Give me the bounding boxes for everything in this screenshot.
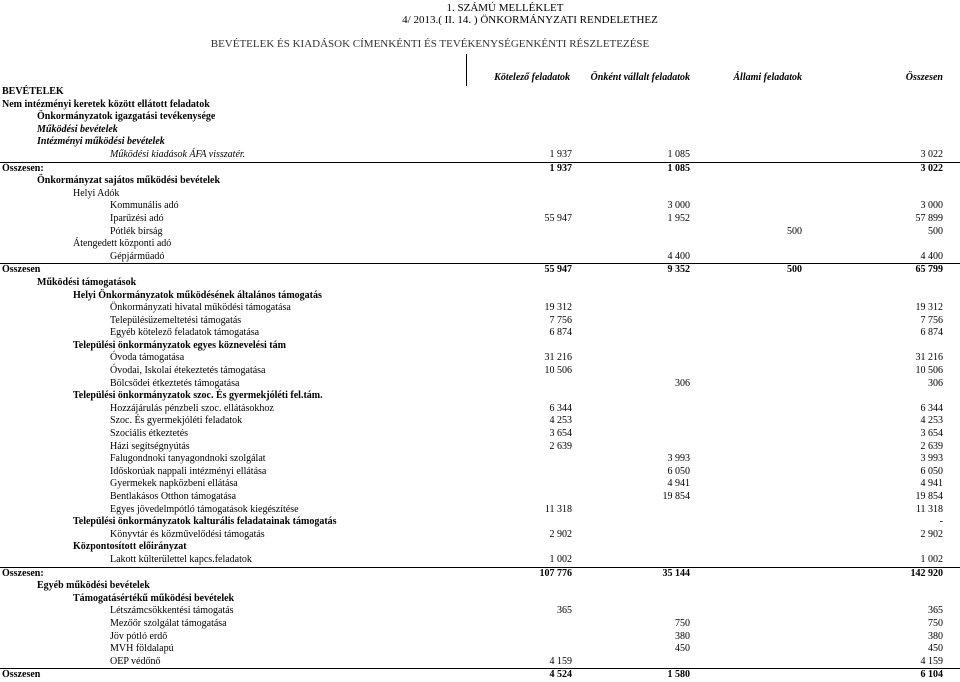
total-row (0, 263, 960, 277)
row-label: Önkormányzat sajátos működési bevételek (37, 175, 221, 187)
annex-title: 1. SZÁMÚ MELLÉKLET (446, 2, 564, 14)
value-mandatory: 1 002 (549, 553, 572, 565)
value-state: 500 (787, 264, 802, 276)
value-voluntary: 3 000 (667, 200, 690, 212)
value-total: 10 506 (915, 365, 943, 377)
value-total: 19 854 (915, 491, 943, 502)
row-label: Központosított előirányzat (73, 541, 187, 553)
value-mandatory: 55 947 (544, 264, 572, 276)
row-label: Házi segítségnyútás (110, 440, 190, 452)
table-row (0, 593, 960, 606)
value-mandatory: 4 159 (549, 655, 572, 667)
table-row (0, 352, 960, 365)
value-mandatory: 10 506 (544, 365, 572, 377)
table-row (0, 136, 960, 149)
value-mandatory: 55 947 (544, 212, 572, 224)
value-mandatory: 7 756 (549, 314, 572, 326)
row-label: OEP védőnő (110, 655, 161, 667)
value-mandatory: 365 (557, 605, 572, 617)
table-row (0, 390, 960, 403)
value-total: 2 639 (920, 440, 943, 452)
row-label: Települési önkormányzatok kalturális feladatainak támogatás (73, 516, 337, 528)
value-total: 2 902 (920, 528, 943, 540)
table-row (0, 238, 960, 251)
table-row (0, 149, 960, 162)
value-total: 65 799 (915, 264, 943, 276)
value-total: 3 022 (920, 162, 943, 174)
column-header-mandatory: Kötelező feladatok (494, 72, 570, 83)
row-label: Összesen: (2, 567, 44, 579)
row-label: MVH földalapú (110, 643, 174, 655)
value-total: 306 (928, 377, 943, 389)
table-row (0, 188, 960, 201)
table-row (0, 554, 960, 567)
budget-table (0, 86, 960, 682)
table-row (0, 516, 960, 529)
row-label: Nem intézményi keretek között ellátott feladatok (2, 98, 210, 110)
row-label: Települési önkormányzatok egyes köznevelési tám (73, 339, 286, 351)
value-mandatory: 31 216 (544, 352, 572, 364)
row-label: Összesen (2, 669, 41, 681)
value-total: - (939, 516, 943, 528)
table-row (0, 605, 960, 618)
table-row (0, 99, 960, 112)
row-label: Összesen (2, 264, 41, 276)
row-label: Óvoda támogatása (110, 352, 185, 364)
row-label: Önkormányzati hivatal működési támogatása (110, 302, 291, 314)
decree-reference: 4/ 2013.( II. 14. ) ÖNKORMÁNYZATI RENDELETHEZ (402, 14, 658, 26)
table-row (0, 327, 960, 340)
value-mandatory: 1 937 (549, 162, 572, 174)
row-label: Működési kiadások ÁFA visszatér. (110, 148, 246, 160)
column-header-total: Összesen (905, 72, 943, 83)
value-voluntary: 450 (675, 643, 690, 655)
value-mandatory: 11 318 (544, 503, 572, 515)
row-label: Helyi Adók (73, 187, 120, 199)
value-total: 3 022 (920, 148, 943, 160)
value-total: 6 344 (920, 402, 943, 414)
column-header-state: Állami feladatok (733, 72, 802, 83)
row-label: Működési bevételek (37, 123, 118, 135)
table-row (0, 415, 960, 428)
row-label: Összesen: (2, 162, 44, 174)
table-row (0, 175, 960, 188)
table-row (0, 529, 960, 542)
table-row (0, 618, 960, 631)
row-label: Átengedett központi adó (73, 238, 172, 250)
table-row (0, 631, 960, 644)
value-total: 380 (928, 630, 943, 642)
row-label: Egyéb kötelező feladatok támogatása (110, 327, 260, 339)
value-total: 6 874 (920, 327, 943, 339)
value-total: 6 104 (920, 669, 943, 681)
table-row (0, 277, 960, 290)
row-label: Kommunális adó (110, 200, 179, 212)
table-row (0, 441, 960, 454)
table-row (0, 491, 960, 504)
value-total: 4 941 (920, 478, 943, 490)
value-voluntary: 3 993 (667, 453, 690, 465)
table-row (0, 403, 960, 416)
row-label: Pótlék bírság (110, 225, 163, 237)
value-total: 6 050 (920, 465, 943, 477)
value-voluntary: 6 050 (667, 465, 690, 477)
value-voluntary: 9 352 (667, 264, 690, 276)
row-label: Működési támogatások (37, 276, 137, 288)
row-label: Szociális étkeztetés (110, 428, 189, 440)
value-voluntary: 1 580 (667, 669, 690, 681)
value-total: 750 (928, 617, 943, 629)
table-row (0, 302, 960, 315)
value-total: 11 318 (915, 503, 943, 515)
row-label: Településüzemeltetési támogatás (110, 314, 242, 326)
value-voluntary: 19 854 (662, 491, 690, 502)
value-mandatory: 19 312 (544, 302, 572, 314)
table-row (0, 478, 960, 491)
document-subtitle: BEVÉTELEK ÉS KIADÁSOK CÍMENKÉNTI ÉS TEVÉKENYSÉGENKÉNTI RÉSZLETEZÉSE (210, 38, 650, 50)
table-row (0, 290, 960, 303)
row-label: Egyes jövedelmpótló támogatások kiegészítése (110, 503, 299, 515)
value-voluntary: 4 941 (667, 478, 690, 490)
value-mandatory: 107 776 (539, 567, 572, 579)
column-header-voluntary: Önként vállalt feladatok (590, 72, 690, 83)
table-row (0, 315, 960, 328)
value-total: 4 253 (920, 415, 943, 427)
row-label: Mezőőr szolgálat támogatása (110, 617, 227, 629)
value-total: 365 (928, 605, 943, 617)
table-row (0, 365, 960, 378)
value-voluntary: 1 085 (667, 148, 690, 160)
row-label: Gépjárműadó (110, 250, 165, 262)
value-voluntary: 306 (675, 377, 690, 389)
total-row (0, 162, 960, 176)
value-total: 31 216 (915, 352, 943, 364)
row-label: Egyéb működési bevételek (37, 580, 150, 592)
table-row (0, 541, 960, 554)
table-row (0, 428, 960, 441)
row-label: Helyi Önkormányzatok működésének általános támogatás (73, 289, 322, 301)
row-label: Települési önkormányzatok szoc. És gyermekjóléti fel.tám. (73, 390, 323, 402)
row-label: Szoc. És gyermekjóléti feladatok (110, 415, 243, 427)
table-row (0, 340, 960, 353)
row-label: Létszámcsökkentési támogatás (110, 605, 234, 617)
value-mandatory: 2 902 (549, 528, 572, 540)
value-voluntary: 1 952 (667, 212, 690, 224)
table-row (0, 580, 960, 593)
row-label: Bentlakásos Otthon támogatása (110, 491, 237, 502)
table-row (0, 504, 960, 517)
value-total: 3 993 (920, 453, 943, 465)
table-row (0, 453, 960, 466)
table-row (0, 226, 960, 239)
row-label: Óvodai, Iskolai étekeztetés támogatása (110, 365, 266, 377)
table-row (0, 111, 960, 124)
row-label: BEVÉTELEK (2, 86, 64, 97)
value-state: 500 (787, 225, 802, 237)
value-total: 142 920 (910, 567, 943, 579)
total-row (0, 567, 960, 581)
value-total: 450 (928, 643, 943, 655)
table-row (0, 378, 960, 391)
value-total: 4 159 (920, 655, 943, 667)
row-label: Támogatásértékű működési bevételek (73, 592, 235, 604)
value-total: 500 (928, 225, 943, 237)
table-row (0, 200, 960, 213)
row-label: Hozzájárulás pénzbeli szoc. ellátásokhoz (110, 402, 274, 414)
row-label: Könyvtár és közművelődési támogatás (110, 528, 265, 540)
value-voluntary: 380 (675, 630, 690, 642)
value-voluntary: 35 144 (662, 567, 690, 579)
row-label: Falugondnoki tanyagondnoki szolgálat (110, 453, 266, 465)
row-label: Önkormányzatok igazgatási tevékenysége (37, 111, 216, 123)
value-voluntary: 750 (675, 617, 690, 629)
value-mandatory: 4 524 (549, 669, 572, 681)
row-label: Intézményi működési bevételek (37, 136, 165, 148)
value-total: 57 899 (915, 212, 943, 224)
value-total: 4 400 (920, 250, 943, 262)
value-mandatory: 2 639 (549, 440, 572, 452)
value-total: 7 756 (920, 314, 943, 326)
table-row (0, 466, 960, 479)
table-row (0, 251, 960, 264)
value-mandatory: 1 937 (549, 148, 572, 160)
value-total: 3 000 (920, 200, 943, 212)
value-mandatory: 6 874 (549, 327, 572, 339)
value-voluntary: 4 400 (667, 250, 690, 262)
table-row (0, 656, 960, 669)
column-header-row (0, 71, 960, 85)
row-label: Iparűzési adó (110, 212, 164, 224)
row-label: Jöv pótló erdő (110, 630, 168, 642)
value-mandatory: 3 654 (549, 428, 572, 440)
value-voluntary: 1 085 (667, 162, 690, 174)
table-row (0, 86, 960, 99)
row-label: Időskorúak nappali intézményi ellátása (110, 465, 267, 477)
value-mandatory: 6 344 (549, 402, 572, 414)
table-row (0, 643, 960, 656)
table-row (0, 213, 960, 226)
value-total: 19 312 (915, 302, 943, 314)
table-row (0, 124, 960, 137)
total-row (0, 668, 960, 682)
row-label: Lakott külterülettel kapcs.feladatok (110, 553, 252, 565)
value-total: 3 654 (920, 428, 943, 440)
value-mandatory: 4 253 (549, 415, 572, 427)
row-label: Bölcsődei étkeztetés támogatása (110, 377, 240, 389)
value-total: 1 002 (920, 553, 943, 565)
row-label: Gyermekek napközbeni ellátása (110, 478, 238, 490)
